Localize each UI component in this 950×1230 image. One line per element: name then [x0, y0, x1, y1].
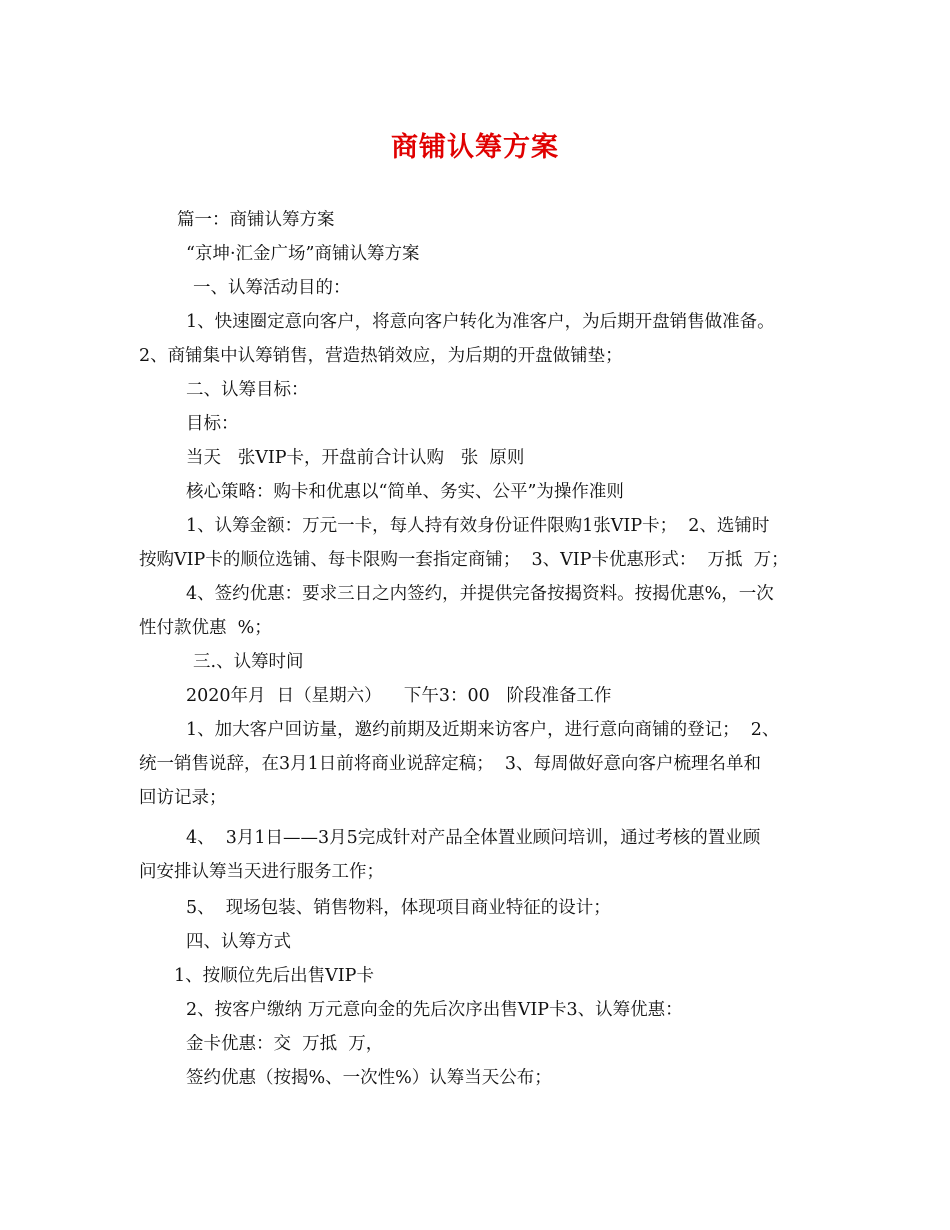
- text-line: 核心策略：购卡和优惠以“简单、务实、公平”为操作准则: [186, 482, 624, 502]
- text-line: 1、按顺位先后出售VIP卡: [174, 966, 374, 986]
- text-line: 回访记录；: [139, 788, 227, 808]
- text-line: 1、快速圈定意向客户，将意向客户转化为准客户，为后期开盘销售做准备。: [186, 312, 775, 332]
- text-line: 问安排认筹当天进行服务工作；: [139, 862, 384, 882]
- text-line: 2020年月 日（星期六） 下午3：00 阶段准备工作: [186, 686, 612, 706]
- text-line: 目标：: [186, 414, 239, 434]
- text-line: 性付款优惠 %；: [139, 618, 272, 638]
- text-line: 1、认筹金额：万元一卡，每人持有效身份证件限购1张VIP卡； 2、选铺时: [186, 516, 770, 536]
- text-line: 5、 现场包装、销售物料，体现项目商业特征的设计；: [186, 898, 611, 918]
- text-line: 1、加大客户回访量，邀约前期及近期来访客户，进行意向商铺的登记； 2、: [186, 720, 780, 740]
- section-heading: 四、认筹方式: [186, 932, 291, 952]
- text-line: 按购VIP卡的顺位选铺、每卡限购一套指定商铺； 3、VIP卡优惠形式： 万抵 万；: [139, 550, 789, 570]
- text-line: 当天 张VIP卡，开盘前合计认购 张 原则: [186, 448, 525, 468]
- text-line: 统一销售说辞，在3月1日前将商业说辞定稿； 3、每周做好意向客户梳理名单和: [139, 754, 762, 774]
- text-line: 4、签约优惠：要求三日之内签约，并提供完备按揭资料。按揭优惠%，一次: [186, 584, 774, 604]
- text-line: 篇一：商铺认筹方案: [177, 210, 335, 230]
- text-line: 金卡优惠：交 万抵 万，: [186, 1034, 384, 1054]
- text-line: 2、按客户缴纳 万元意向金的先后次序出售VIP卡3、认筹优惠：: [186, 1000, 683, 1020]
- text-line: 2、商铺集中认筹销售，营造热销效应，为后期的开盘做铺垫；: [139, 346, 623, 366]
- section-heading: 一、认筹活动目的：: [193, 278, 351, 298]
- section-heading: 三.、认筹时间: [193, 652, 304, 672]
- page-title: 商铺认筹方案: [391, 132, 559, 163]
- text-line: 签约优惠（按揭%、一次性%）认筹当天公布；: [186, 1068, 552, 1088]
- text-line: “京坤·汇金广场”商铺认筹方案: [186, 244, 420, 264]
- section-heading: 二、认筹目标：: [186, 380, 309, 400]
- text-line: 4、 3月1日——3月5完成针对产品全体置业顾问培训，通过考核的置业顾: [186, 828, 761, 848]
